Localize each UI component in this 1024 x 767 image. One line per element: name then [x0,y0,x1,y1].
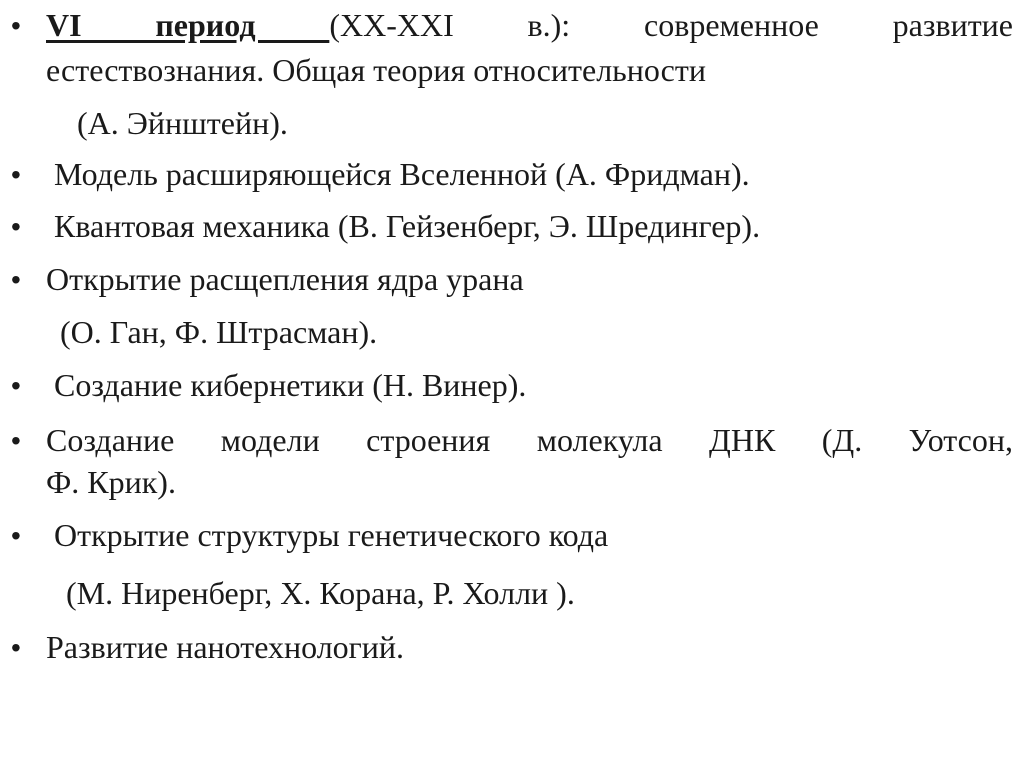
bullet: • [11,370,21,401]
item-line: (О. Ган, Ф. Штрасман). [60,314,378,350]
item-line: (М. Ниренберг, Х. Корана, Р. Холли ). [66,575,575,611]
bullet: • [11,10,21,41]
item-line: Создание кибернетики (Н. Винер). [46,367,527,403]
item-line: Ф. Крик). [46,464,176,500]
bullet: • [11,159,21,190]
item-line: Модель расширяющейся Вселенной (А. Фридман). [46,156,750,192]
item-line: Квантовая механика (В. Гейзенберг, Э. Шредингер). [46,208,761,244]
item-line [46,6,1013,45]
bullet: • [11,425,21,456]
item-line: естествознания. Общая теория относительности [46,52,706,88]
bullet: • [11,264,21,295]
period-range: (XX-XXI в.): современное развитие [329,7,1014,43]
bullet: • [11,632,21,663]
bullet: • [11,520,21,551]
bullet: • [11,211,21,242]
item-line: Открытие расщепления ядра урана [46,261,524,297]
item-line: Развитие нанотехнологий. [46,629,405,665]
item-line: (А. Эйнштейн). [77,105,288,141]
period-label: VI период [46,7,330,43]
item-line: Создание модели строения молекула ДНК (Д. Уотсон, [46,422,1013,458]
item-line: Открытие структуры генетического кода [46,517,609,553]
